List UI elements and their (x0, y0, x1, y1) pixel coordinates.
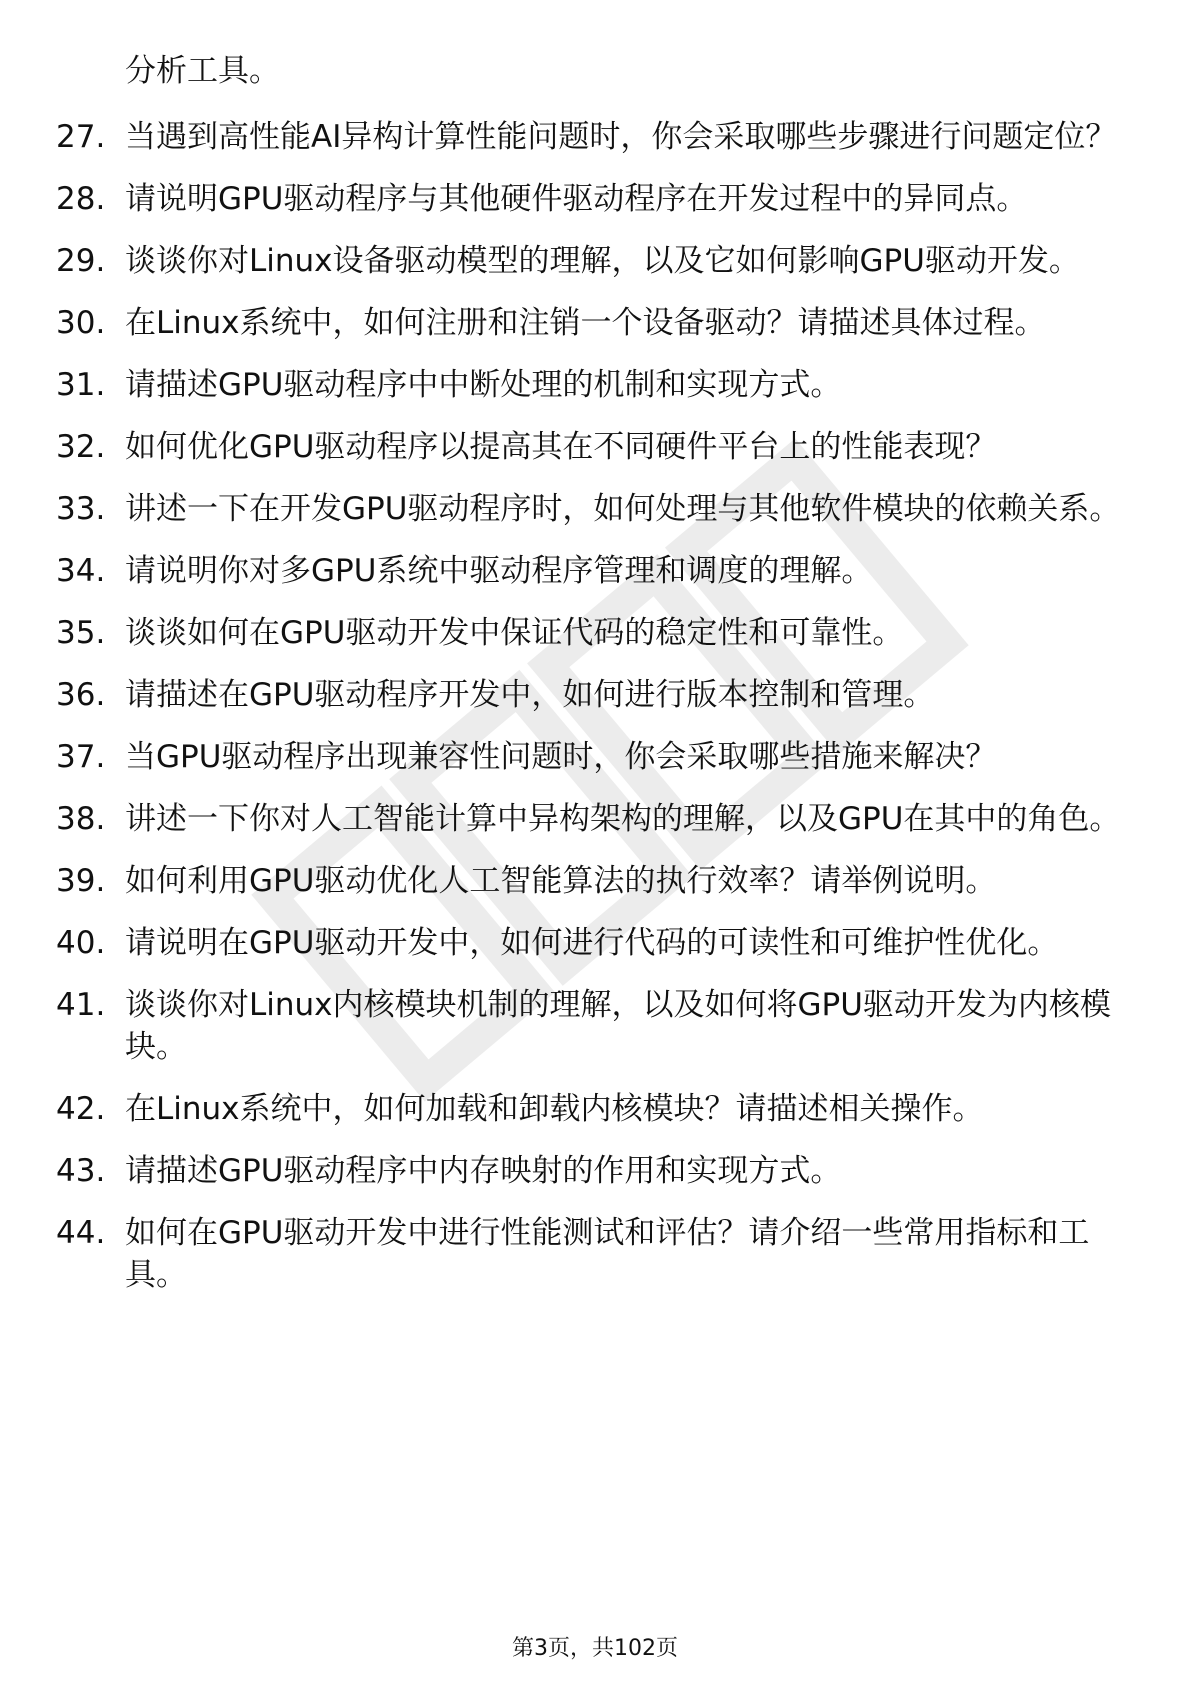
list-item (0, 736, 1190, 778)
list-item (0, 860, 1190, 902)
list-item (0, 1212, 1190, 1296)
question-number: 31. (56, 367, 106, 403)
question-text: 谈谈如何在GPU驱动开发中保证代码的稳定性和可靠性。 (125, 615, 904, 651)
question-number: 43. (56, 1153, 106, 1189)
question-text: 如何利用GPU驱动优化人工智能算法的执行效率？请举例说明。 (125, 863, 997, 899)
question-number: 28. (56, 181, 106, 217)
continuation-text: 分析工具。 (125, 53, 280, 89)
list-item (0, 426, 1190, 468)
question-text: 请描述GPU驱动程序中中断处理的机制和实现方式。 (125, 367, 842, 403)
question-text: 谈谈你对Linux设备驱动模型的理解，以及它如何影响GPU驱动开发。 (125, 243, 1080, 279)
list-item (0, 488, 1190, 530)
question-text: 如何优化GPU驱动程序以提高其在不同硬件平台上的性能表现？ (125, 429, 997, 465)
list-item (0, 364, 1190, 406)
question-text: 请说明你对多GPU系统中驱动程序管理和调度的理解。 (125, 553, 873, 589)
list-item (0, 240, 1190, 282)
list-item (0, 1088, 1190, 1130)
question-number: 37. (56, 739, 106, 775)
question-number: 40. (56, 925, 106, 961)
list-item (0, 116, 1190, 158)
list-item (0, 550, 1190, 592)
question-text: 谈谈你对Linux内核模块机制的理解，以及如何将GPU驱动开发为内核模块。 (125, 987, 1111, 1065)
list-item (0, 1150, 1190, 1192)
question-number: 42. (56, 1091, 106, 1127)
question-text: 在Linux系统中，如何加载和卸载内核模块？请描述相关操作。 (125, 1091, 984, 1127)
question-text: 当GPU驱动程序出现兼容性问题时，你会采取哪些措施来解决？ (125, 739, 997, 775)
page-footer: 第3页，共102页 (512, 1636, 678, 1661)
question-number: 41. (56, 987, 106, 1023)
question-text: 讲述一下你对人工智能计算中异构架构的理解，以及GPU在其中的角色。 (125, 801, 1121, 837)
list-item (0, 674, 1190, 716)
question-text: 如何在GPU驱动开发中进行性能测试和评估？请介绍一些常用指标和工具。 (125, 1215, 1090, 1293)
list-item (0, 302, 1190, 344)
list-item (0, 612, 1190, 654)
question-number: 36. (56, 677, 106, 713)
question-text: 请说明在GPU驱动开发中，如何进行代码的可读性和可维护性优化。 (125, 925, 1059, 961)
question-text: 在Linux系统中，如何注册和注销一个设备驱动？请描述具体过程。 (125, 305, 1046, 341)
question-number: 30. (56, 305, 106, 341)
question-text: 讲述一下在开发GPU驱动程序时，如何处理与其他软件模块的依赖关系。 (125, 491, 1121, 527)
question-number: 33. (56, 491, 106, 527)
question-list (0, 116, 1190, 1316)
question-number: 32. (56, 429, 106, 465)
list-item (0, 984, 1190, 1068)
question-text: 请描述GPU驱动程序中内存映射的作用和实现方式。 (125, 1153, 842, 1189)
question-number: 44. (56, 1215, 106, 1251)
question-text: 当遇到高性能AI异构计算性能问题时，你会采取哪些步骤进行问题定位？ (125, 119, 1117, 155)
list-item (0, 178, 1190, 220)
question-number: 29. (56, 243, 106, 279)
list-item (0, 798, 1190, 840)
question-number: 35. (56, 615, 106, 651)
list-item (0, 922, 1190, 964)
question-text: 请描述在GPU驱动程序开发中，如何进行版本控制和管理。 (125, 677, 935, 713)
question-number: 38. (56, 801, 106, 837)
question-number: 27. (56, 119, 106, 155)
question-number: 34. (56, 553, 106, 589)
question-text: 请说明GPU驱动程序与其他硬件驱动程序在开发过程中的异同点。 (125, 181, 1028, 217)
question-number: 39. (56, 863, 106, 899)
